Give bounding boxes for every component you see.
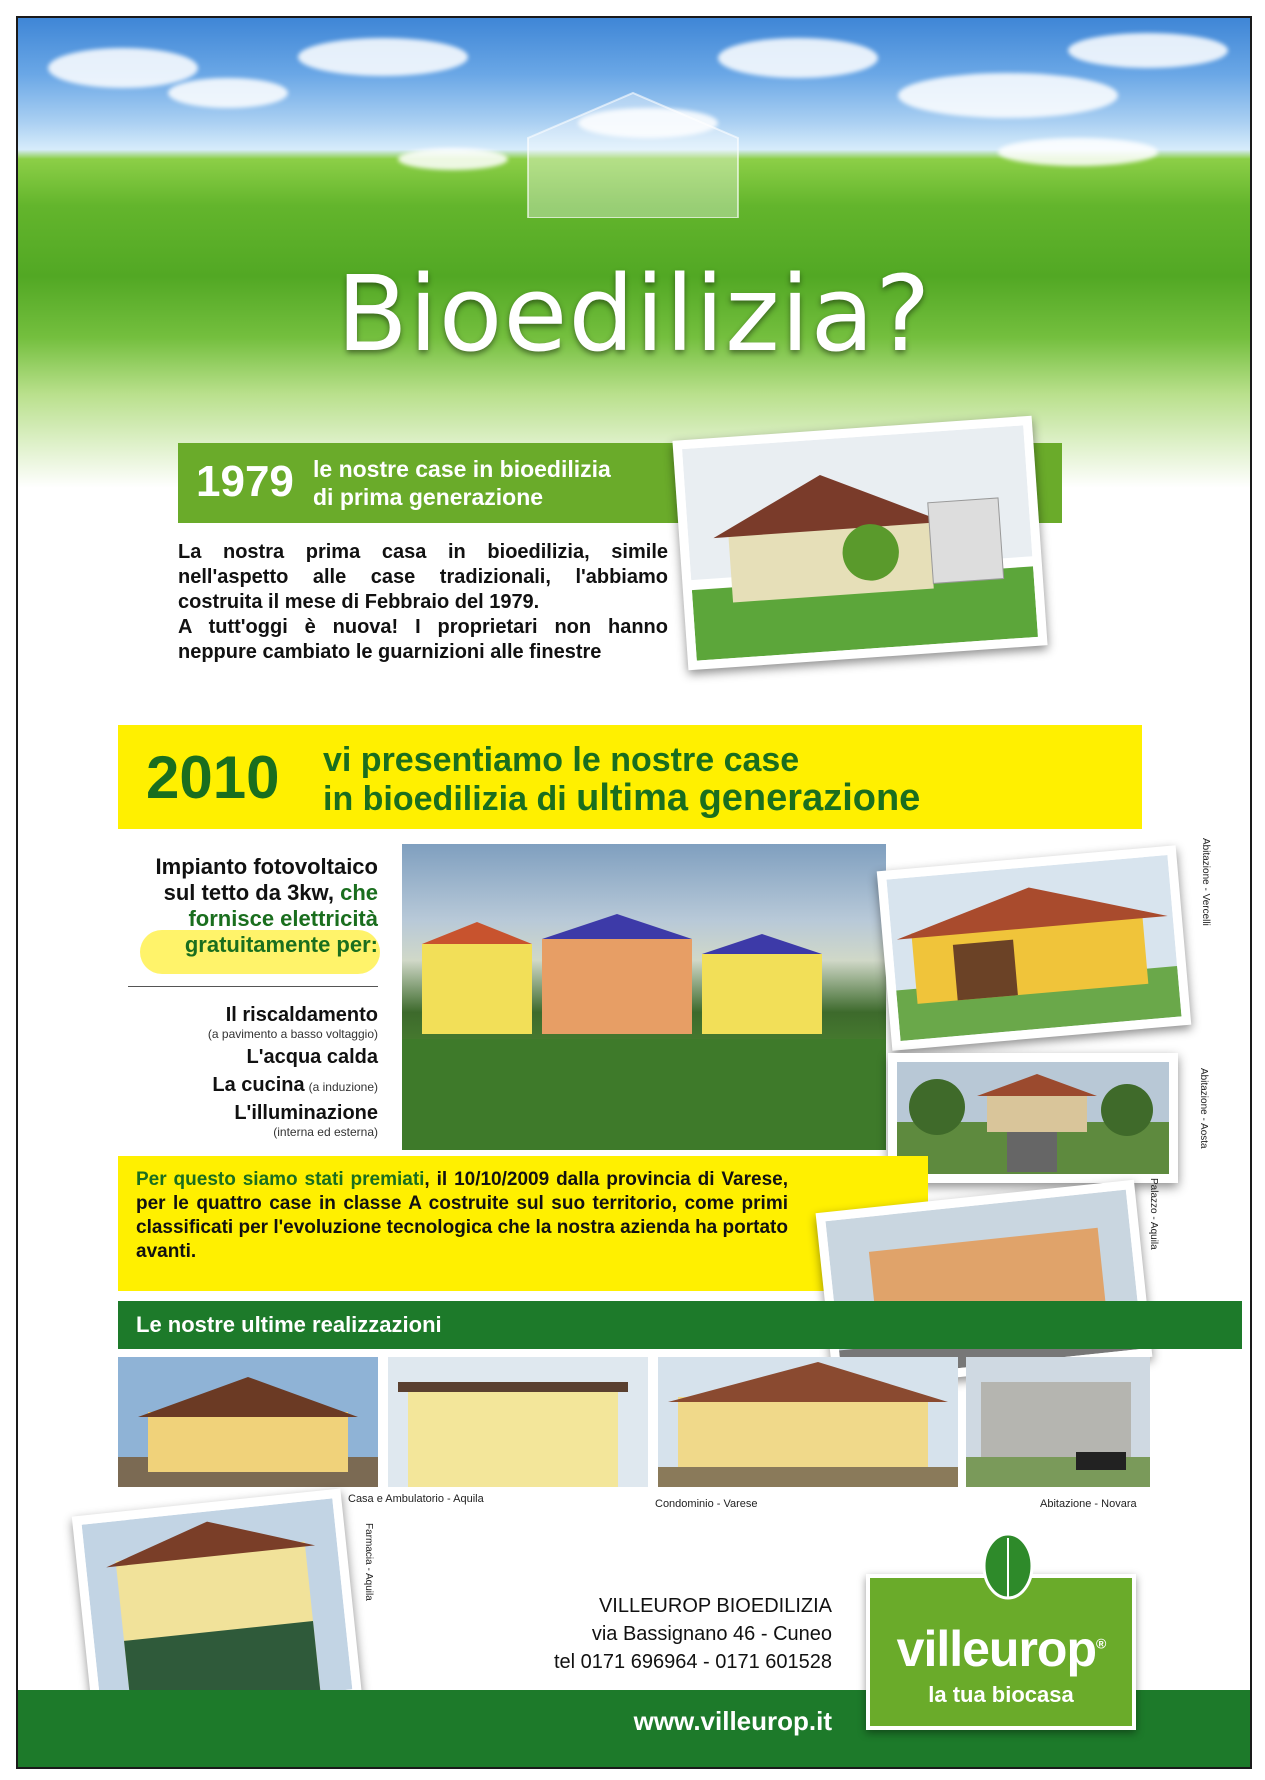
use-label: L'acqua calda bbox=[246, 1046, 378, 1068]
use-label: Il riscaldamento bbox=[225, 1004, 378, 1026]
caption-novara: Abitazione - Novara bbox=[1040, 1498, 1137, 1510]
gallery-header bbox=[118, 1301, 1242, 1349]
pv-line: sul tetto da 3kw, bbox=[163, 880, 341, 905]
use-label: L'illuminazione bbox=[234, 1102, 378, 1124]
subtitle-line: di prima generazione bbox=[313, 484, 544, 510]
caption-farmacia: Farmacia - Aquila bbox=[363, 1523, 374, 1601]
section-1979-body bbox=[178, 540, 668, 665]
gallery-photo-1 bbox=[118, 1357, 378, 1487]
year-2010: 2010 bbox=[146, 744, 280, 811]
award-text bbox=[136, 1168, 788, 1264]
villeurop-logo bbox=[866, 1574, 1136, 1730]
photovoltaic-text bbox=[118, 854, 378, 958]
divider bbox=[128, 986, 378, 987]
section-2010-subtitle bbox=[323, 741, 920, 818]
pv-line: gratuitamente per: bbox=[184, 932, 378, 957]
use-note: (interna ed esterna) bbox=[273, 1125, 378, 1139]
caption-aosta: Abitazione - Aosta bbox=[1198, 1068, 1209, 1149]
uses-list bbox=[128, 1003, 378, 1143]
house-silhouette-icon bbox=[518, 88, 748, 218]
pv-line: fornisce elettricità bbox=[188, 906, 378, 931]
highlight-text: A tutt'oggi è nuova! bbox=[178, 616, 399, 638]
use-label: La cucina bbox=[212, 1074, 305, 1096]
use-item bbox=[128, 1073, 378, 1097]
building-photo-image bbox=[82, 1498, 353, 1715]
caption-casa-ambulatorio: Casa e Ambulatorio - Aquila bbox=[348, 1493, 484, 1505]
section-2010-header bbox=[118, 725, 1142, 829]
year-1979: 1979 bbox=[196, 457, 294, 506]
subtitle-line: le nostre case in bioedilizia bbox=[313, 456, 611, 482]
body-text: I proprietari non hanno neppure cambiato le guarnizioni alle finestre bbox=[178, 616, 668, 663]
pv-line: Impianto fotovoltaico bbox=[155, 854, 378, 879]
subtitle-line: vi presentiamo le nostre case bbox=[323, 741, 800, 779]
house-photo-image bbox=[682, 425, 1038, 660]
photo-1979-house bbox=[672, 416, 1047, 671]
gallery-title: Le nostre ultime realizzazioni bbox=[136, 1312, 442, 1337]
page-title: Bioedilizia? bbox=[336, 253, 932, 375]
website-link[interactable]: www.villeurop.it bbox=[633, 1706, 832, 1736]
contact-address bbox=[448, 1592, 832, 1676]
photo-vercelli bbox=[877, 845, 1192, 1050]
section-1979-subtitle bbox=[313, 455, 611, 511]
gallery-photo-condominio bbox=[658, 1357, 958, 1487]
street-address: via Bassignano 46 - Cuneo bbox=[591, 1623, 832, 1645]
award-box bbox=[118, 1156, 928, 1291]
housing-render-image bbox=[402, 844, 886, 1150]
building-photo-image bbox=[825, 1190, 1142, 1381]
caption-palazzo: Palazzo - Aquila bbox=[1148, 1178, 1159, 1250]
hero-sky-field-image bbox=[18, 18, 1250, 488]
logo-tagline: la tua biocasa bbox=[928, 1682, 1074, 1707]
caption-condominio: Condominio - Varese bbox=[655, 1498, 758, 1510]
gallery-photo-novara bbox=[966, 1357, 1150, 1487]
use-note: (a pavimento a basso voltaggio) bbox=[207, 1027, 378, 1041]
logo-name bbox=[870, 1620, 1132, 1678]
use-item bbox=[128, 1045, 378, 1069]
pv-line: che bbox=[340, 880, 378, 905]
caption-vercelli: Abitazione - Vercelli bbox=[1200, 838, 1211, 926]
registered-mark: ® bbox=[1096, 1635, 1106, 1652]
logo-wordmark: villeurop bbox=[896, 1621, 1097, 1677]
award-lead: Per questo siamo stati premiati bbox=[136, 1169, 425, 1190]
award-body: , il 10/10/2009 dalla provincia di Varese, per le quattro case in classe A costruite sul suo territorio, come primi classificati per l'evoluzione tecnologica che la nostra azienda ha portato avanti. bbox=[136, 1169, 788, 1262]
photo-aosta bbox=[888, 1053, 1178, 1183]
leaf-icon bbox=[978, 1532, 1038, 1602]
company-name: VILLEUROP BIOEDILIZIA bbox=[598, 1595, 832, 1617]
gallery-photo-casa-ambulatorio bbox=[388, 1357, 648, 1487]
phone-number: tel 0171 696964 - 0171 601528 bbox=[553, 1651, 832, 1673]
body-text: La nostra prima casa in bioedilizia, simile nell'aspetto alle case tradizionali, l'abbiamo costruita il mese di Febbraio del 1979. bbox=[178, 541, 668, 613]
subtitle-line: in bioedilizia di bbox=[323, 780, 577, 818]
house-photo-image bbox=[897, 1062, 1169, 1174]
render-housing-complex bbox=[402, 844, 886, 1150]
house-photo-image bbox=[886, 855, 1181, 1041]
use-note: (a induzione) bbox=[308, 1080, 378, 1094]
use-item bbox=[128, 1003, 378, 1041]
advertisement-page bbox=[16, 16, 1252, 1769]
subtitle-emphasis: ultima generazione bbox=[576, 777, 921, 819]
use-item bbox=[128, 1101, 378, 1139]
